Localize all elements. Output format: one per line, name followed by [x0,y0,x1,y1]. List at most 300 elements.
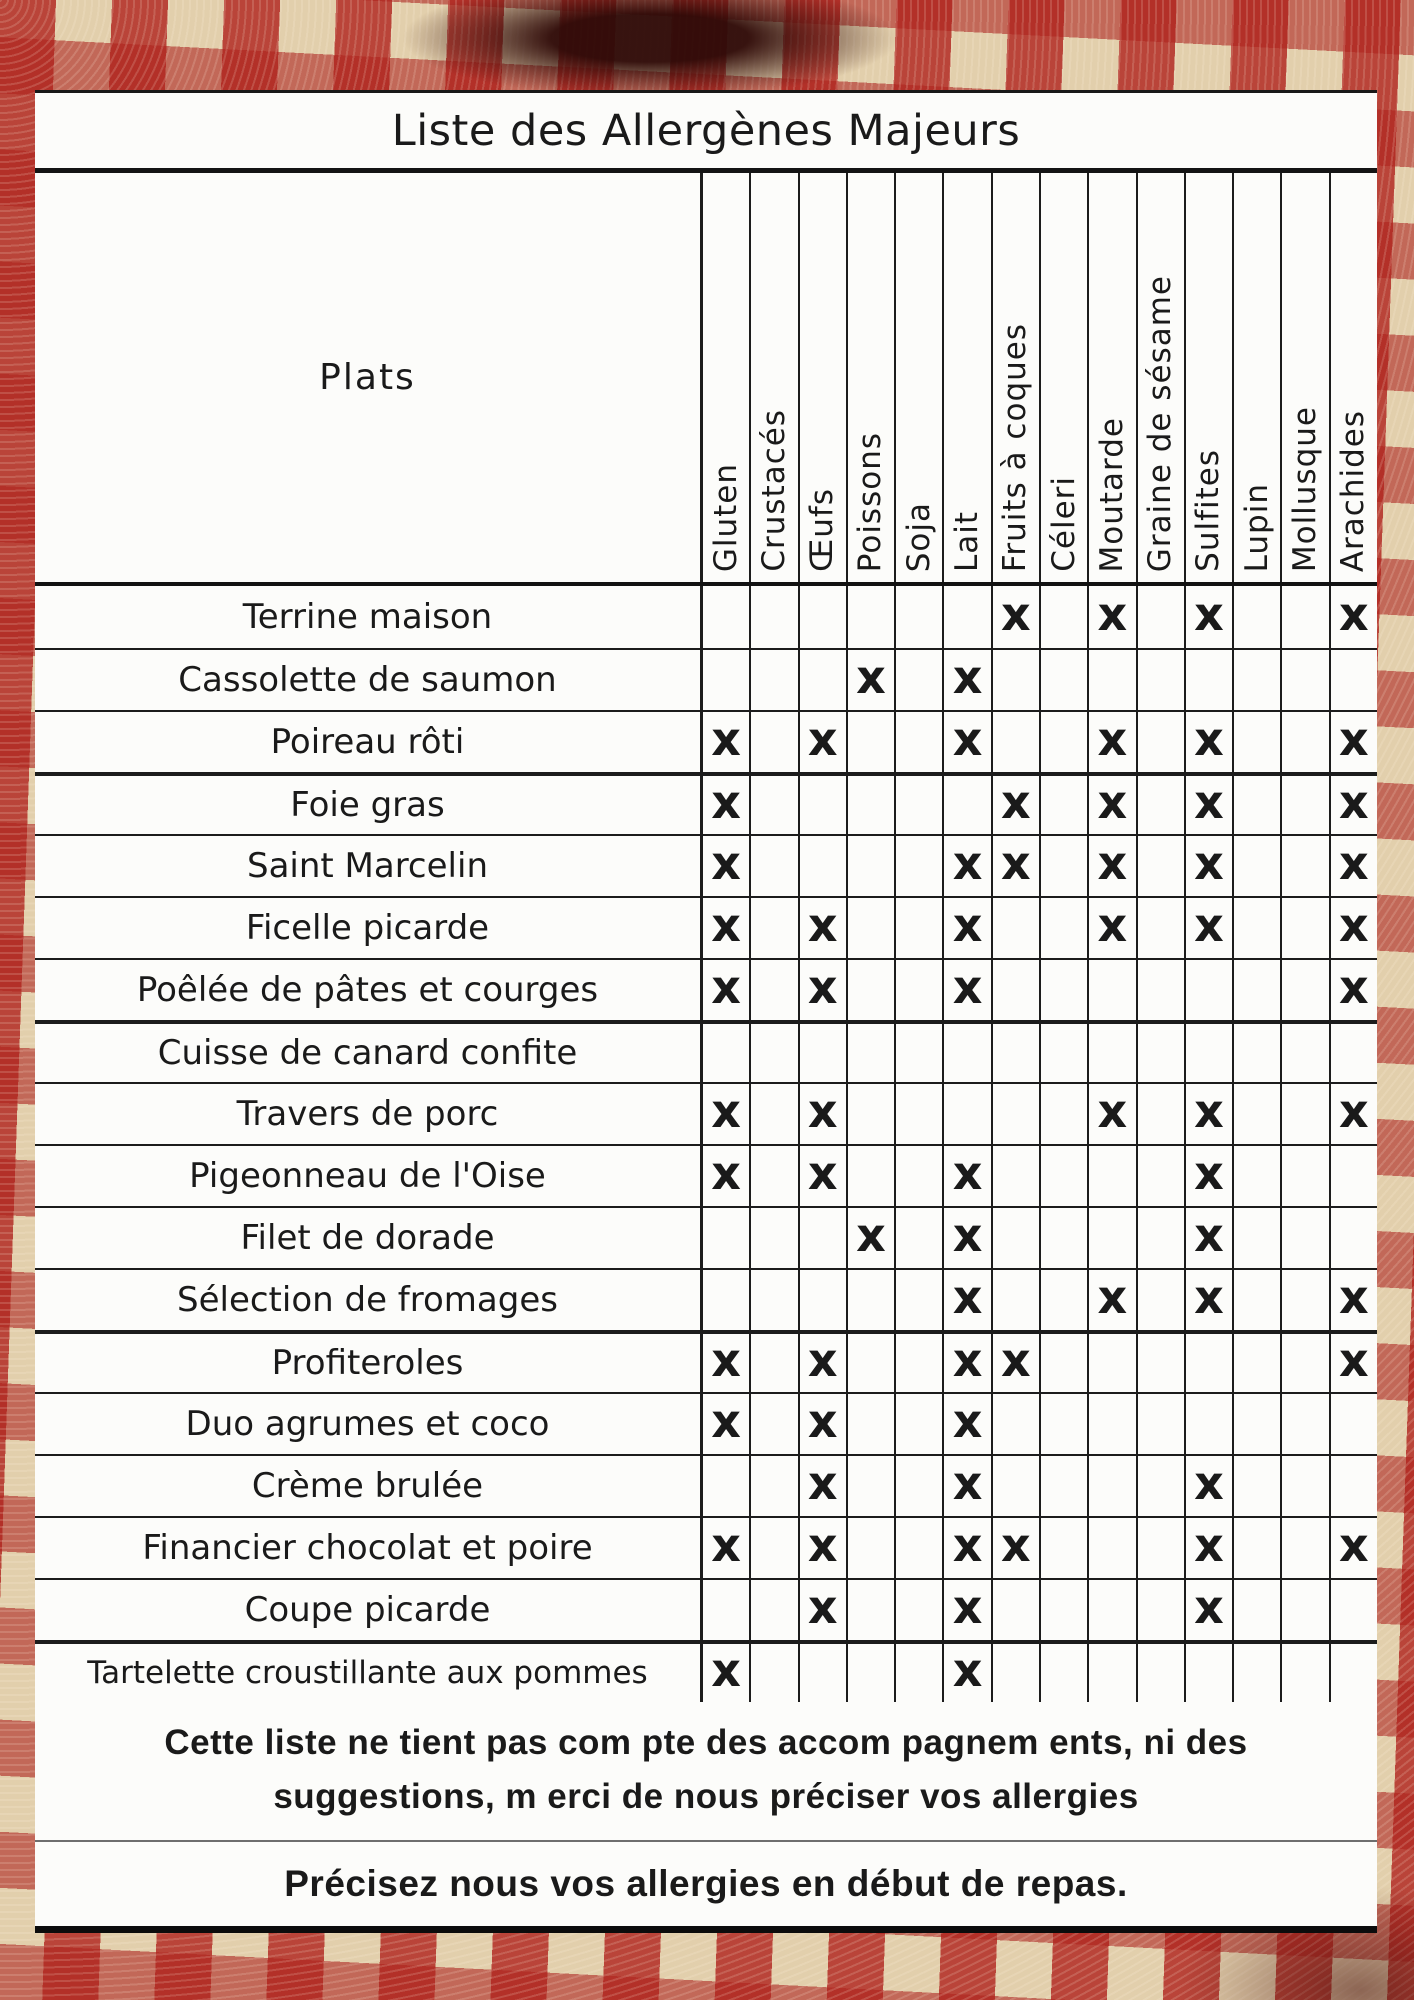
allergen-mark-cell [1232,1084,1280,1144]
allergen-mark-cell [846,898,894,958]
column-header-14 [1329,173,1377,582]
column-header-label: Graine de sésame [1142,274,1179,572]
allergen-mark-x: x [1338,1518,1369,1572]
table-row [35,1640,1377,1702]
allergen-mark-cell [798,1146,846,1206]
allergen-mark-cell [700,1270,749,1330]
allergen-mark-cell [1232,650,1280,710]
allergen-mark-cell [1280,1270,1328,1330]
table-row [35,1082,1377,1144]
allergen-mark-cell [846,1394,894,1454]
allergen-mark-x: x [952,1270,983,1324]
allergen-mark-cell [749,1270,797,1330]
dish-name-cell: Tartelette croustillante aux pommes [87,1655,648,1691]
column-header-label: Céleri [1045,476,1082,572]
column-header-label: Fruits à coques [997,322,1034,572]
allergen-mark-cell [1232,712,1280,772]
allergen-mark-cell [1087,1024,1135,1082]
allergen-mark-cell [1232,586,1280,648]
allergen-mark-cell [798,1334,846,1392]
column-header-label: Soja [900,501,937,572]
allergen-mark-cell [846,1024,894,1082]
footnote-primary [35,1702,1377,1840]
allergen-mark-cell [749,1146,797,1206]
allergen-mark-cell [700,712,749,772]
allergen-mark-cell [846,776,894,834]
allergen-mark-x: x [711,960,741,1014]
allergen-mark-cell [942,1580,990,1640]
allergen-mark-cell [942,1334,990,1392]
footnote-primary-line2: suggestions, m erci de nous préciser vos allergies [273,1777,1139,1817]
allergen-mark-cell [942,650,990,710]
allergen-mark-cell [991,586,1039,648]
allergen-mark-cell [942,1024,990,1082]
allergen-mark-cell [749,1456,797,1516]
allergen-mark-cell [798,712,846,772]
column-header-label: Gluten [707,462,744,572]
allergen-mark-cell [1136,1270,1184,1330]
allergen-mark-cell [1232,1146,1280,1206]
allergen-mark-cell [798,1208,846,1268]
allergen-mark-cell [942,1394,990,1454]
allergen-mark-cell [991,836,1039,896]
allergen-mark-x: x [1338,712,1369,766]
allergen-mark-cell [991,1394,1039,1454]
column-header-7 [991,173,1039,582]
plats-column-header: Plats [319,357,416,398]
allergen-mark-cell [1184,1084,1232,1144]
allergen-mark-cell [894,776,942,834]
allergen-mark-cell [1280,650,1328,710]
allergen-mark-cell [749,1580,797,1640]
allergen-mark-x: x [1338,1270,1369,1324]
dish-name-cell: Cuisse de canard confite [157,1033,578,1073]
allergen-mark-cell [1329,586,1377,648]
allergen-mark-cell [846,586,894,648]
allergen-mark-cell [1329,898,1377,958]
allergen-mark-cell [942,1644,990,1702]
allergen-mark-cell [1329,776,1377,834]
allergen-mark-cell [1329,712,1377,772]
allergen-mark-cell [894,1270,942,1330]
allergen-mark-cell [1280,1456,1328,1516]
allergen-mark-cell [700,650,749,710]
allergen-mark-cell [749,712,797,772]
allergen-mark-cell [1039,1644,1087,1702]
allergen-mark-cell [1329,1456,1377,1516]
allergen-mark-cell [1280,1518,1328,1578]
allergen-mark-cell [798,960,846,1020]
column-header-label: Lupin [1238,482,1275,572]
allergen-mark-cell [1184,1518,1232,1578]
allergen-mark-cell [894,650,942,710]
allergen-mark-x: x [856,1208,886,1262]
allergen-mark-cell [749,650,797,710]
allergen-mark-cell [1136,712,1184,772]
allergen-mark-cell [846,1146,894,1206]
allergen-mark-cell [1184,650,1232,710]
allergen-mark-cell [991,1580,1039,1640]
allergen-mark-x: x [1194,836,1224,890]
allergen-mark-x: x [1194,587,1224,641]
allergen-mark-x: x [807,1580,838,1634]
allergen-mark-cell [1329,650,1377,710]
allergen-mark-x: x [807,1456,838,1510]
allergen-mark-cell [846,650,894,710]
allergen-mark-x: x [952,836,983,890]
allergen-mark-cell [1039,836,1087,896]
column-header-label: Moutarde [1093,416,1130,572]
allergen-mark-cell [749,960,797,1020]
allergen-mark-cell [798,836,846,896]
allergen-mark-cell [1136,650,1184,710]
allergen-mark-cell [1087,960,1135,1020]
allergen-mark-cell [1136,1084,1184,1144]
column-header-10 [1136,173,1184,582]
allergen-mark-cell [991,712,1039,772]
allergen-mark-cell [894,1580,942,1640]
column-header-11 [1184,173,1232,582]
allergen-mark-cell [1039,1518,1087,1578]
allergen-mark-cell [894,1456,942,1516]
allergen-mark-x: x [807,1084,838,1138]
table-row [35,896,1377,958]
dish-name-cell: Financier chocolat et poire [142,1528,593,1568]
column-header-2 [749,173,797,582]
allergen-mark-cell [749,1084,797,1144]
allergen-mark-cell [749,898,797,958]
allergen-mark-x: x [1000,587,1031,641]
allergen-mark-cell [1039,586,1087,648]
allergen-mark-cell [991,960,1039,1020]
allergen-mark-cell [1087,898,1135,958]
column-header-9 [1087,173,1135,582]
allergen-mark-cell [1280,836,1328,896]
allergen-mark-cell [1280,1580,1328,1640]
allergen-mark-cell [700,1394,749,1454]
allergen-mark-cell [1329,1580,1377,1640]
allergen-mark-cell [1329,1208,1377,1268]
column-header-label: Œufs [804,488,841,572]
allergen-mark-cell [846,1084,894,1144]
allergen-mark-cell [798,650,846,710]
dish-name-cell: Cassolette de saumon [178,660,557,700]
allergen-mark-cell [700,1024,749,1082]
allergen-mark-cell [1087,1334,1135,1392]
allergen-mark-cell [1184,836,1232,896]
allergen-mark-cell [1329,1270,1377,1330]
allergen-mark-cell [942,1518,990,1578]
allergen-mark-x: x [952,960,983,1014]
allergen-mark-cell [798,1024,846,1082]
table-row [35,1268,1377,1330]
table-row [35,1206,1377,1268]
allergen-mark-cell [894,712,942,772]
allergen-mark-cell [749,1024,797,1082]
allergen-mark-cell [846,1518,894,1578]
column-header-label: Mollusque [1287,405,1324,572]
allergen-mark-cell [991,1146,1039,1206]
allergen-mark-x: x [1097,587,1128,641]
allergen-mark-cell [1280,776,1328,834]
table-row [35,1516,1377,1578]
allergen-mark-cell [1136,1334,1184,1392]
dish-name-cell: Travers de porc [236,1094,499,1134]
allergen-mark-cell [1329,1146,1377,1206]
allergen-mark-cell [1280,1394,1328,1454]
allergen-mark-x: x [711,898,741,952]
allergen-mark-cell [846,712,894,772]
allergen-mark-cell [1136,1580,1184,1640]
allergen-mark-cell [1280,712,1328,772]
allergen-mark-x: x [711,836,741,890]
allergen-mark-cell [991,1456,1039,1516]
allergen-mark-x: x [1194,898,1224,952]
allergen-mark-cell [1184,1394,1232,1454]
allergen-mark-x: x [952,1208,983,1262]
allergen-mark-cell [1280,960,1328,1020]
allergen-mark-cell [942,776,990,834]
allergen-mark-cell [942,1270,990,1330]
allergen-mark-cell [1184,1270,1232,1330]
column-header-12 [1232,173,1280,582]
allergen-mark-cell [1087,1146,1135,1206]
dish-name-cell: Ficelle picarde [245,908,490,948]
allergen-mark-cell [1184,776,1232,834]
dish-name-cell: Terrine maison [242,597,493,637]
allergen-mark-cell [846,1334,894,1392]
allergen-mark-cell [846,960,894,1020]
allergen-mark-cell [1280,1644,1328,1702]
allergen-mark-cell [700,1644,749,1702]
footnote-secondary: Précisez nous vos allergies en début de repas. [35,1840,1377,1926]
allergen-mark-cell [846,1580,894,1640]
allergen-mark-cell [942,898,990,958]
allergen-mark-x: x [1338,960,1369,1014]
allergen-mark-cell [749,1334,797,1392]
allergen-mark-x: x [952,1333,983,1387]
allergen-mark-cell [700,898,749,958]
allergen-mark-cell [1039,776,1087,834]
allergen-mark-cell [1280,1208,1328,1268]
allergen-mark-x: x [1194,1580,1224,1634]
allergen-mark-x: x [1194,712,1224,766]
allergen-mark-cell [1039,1456,1087,1516]
allergen-mark-cell [749,586,797,648]
allergen-mark-x: x [952,1643,983,1697]
table-row [35,648,1377,710]
allergen-mark-cell [991,776,1039,834]
allergen-mark-cell [749,1394,797,1454]
allergen-mark-cell [846,1270,894,1330]
allergen-mark-x: x [1194,1084,1224,1138]
allergen-mark-cell [1280,586,1328,648]
allergen-mark-x: x [711,712,741,766]
table-row [35,1330,1377,1392]
allergen-mark-x: x [952,898,983,952]
allergen-mark-cell [749,776,797,834]
column-header-6 [942,173,990,582]
allergen-mark-cell [942,712,990,772]
allergen-mark-cell [1136,1146,1184,1206]
allergen-mark-cell [894,1024,942,1082]
allergen-mark-cell [1039,1270,1087,1330]
column-header-label: Arachides [1335,409,1372,572]
allergen-mark-x: x [856,650,886,704]
dish-name-cell: Foie gras [290,785,445,825]
allergen-mark-x: x [711,1518,741,1572]
allergen-mark-cell [1136,898,1184,958]
allergen-mark-cell [1184,1334,1232,1392]
allergen-mark-cell [798,1644,846,1702]
allergen-mark-x: x [1338,1333,1369,1387]
footnote-primary-line1: Cette liste ne tient pas com pte des accom pagnem ents, ni des [164,1723,1248,1762]
allergen-mark-cell [894,1208,942,1268]
allergen-mark-x: x [807,712,838,766]
allergen-mark-cell [798,1456,846,1516]
allergen-mark-cell [1136,960,1184,1020]
allergen-mark-x: x [711,1084,741,1138]
allergen-mark-cell [894,1644,942,1702]
allergen-mark-cell [991,1334,1039,1392]
allergen-mark-cell [942,836,990,896]
allergen-mark-cell [798,1270,846,1330]
allergen-mark-cell [942,586,990,648]
allergen-mark-x: x [1338,1084,1369,1138]
allergen-mark-cell [1136,586,1184,648]
allergen-mark-cell [1087,1644,1135,1702]
allergen-mark-cell [894,1084,942,1144]
allergen-mark-cell [1136,776,1184,834]
dish-name-cell: Sélection de fromages [177,1280,558,1320]
dish-name-cell: Saint Marcelin [246,846,488,886]
allergen-mark-cell [1232,898,1280,958]
dish-name-cell: Crème brulée [251,1466,484,1506]
dish-name-cell: Coupe picarde [244,1590,491,1630]
allergen-mark-cell [798,1084,846,1144]
dish-name-cell: Duo agrumes et coco [185,1404,550,1444]
allergen-mark-cell [1280,1084,1328,1144]
allergen-mark-cell [1184,898,1232,958]
allergen-mark-x: x [1000,775,1031,829]
allergen-mark-cell [991,1644,1039,1702]
column-header-label: Sulfites [1190,449,1227,572]
allergen-mark-x: x [1338,775,1369,829]
allergen-mark-cell [700,1208,749,1268]
allergen-mark-cell [700,586,749,648]
allergen-mark-cell [1136,1208,1184,1268]
allergen-mark-x: x [952,1394,983,1448]
allergen-mark-cell [1087,776,1135,834]
allergen-mark-cell [1087,1084,1135,1144]
dish-name-cell: Profiteroles [271,1343,464,1383]
allergen-mark-x: x [807,1518,838,1572]
allergen-mark-cell [1087,1270,1135,1330]
allergen-mark-cell [942,1084,990,1144]
allergen-mark-cell [991,1270,1039,1330]
allergen-mark-x: x [1194,1146,1224,1200]
allergen-mark-x: x [1097,1084,1128,1138]
allergen-mark-cell [798,776,846,834]
allergen-mark-cell [894,836,942,896]
allergen-mark-x: x [952,1580,983,1634]
column-header-8 [1039,173,1087,582]
allergen-mark-cell [894,1518,942,1578]
allergen-mark-cell [798,1580,846,1640]
allergen-mark-cell [991,1518,1039,1578]
allergen-mark-x: x [1194,1518,1224,1572]
table-row [35,834,1377,896]
allergen-mark-cell [798,1518,846,1578]
allergen-mark-cell [1280,898,1328,958]
allergen-mark-x: x [1097,712,1128,766]
allergen-mark-cell [1232,776,1280,834]
allergen-mark-x: x [1194,1456,1224,1510]
allergen-mark-cell [1232,836,1280,896]
allergen-mark-x: x [1097,1270,1128,1324]
allergen-mark-cell [1329,1334,1377,1392]
allergen-mark-cell [1232,960,1280,1020]
column-header-label: Lait [949,510,986,572]
table-row [35,710,1377,772]
allergen-mark-cell [894,1146,942,1206]
allergen-mark-cell [894,1334,942,1392]
table-row [35,1144,1377,1206]
allergen-mark-cell [1280,1024,1328,1082]
allergen-mark-cell [1232,1518,1280,1578]
allergen-mark-x: x [1194,1208,1224,1262]
column-header-4 [846,173,894,582]
allergen-mark-cell [1184,1208,1232,1268]
allergen-mark-cell [894,898,942,958]
allergen-mark-cell [942,1146,990,1206]
allergen-mark-cell [1184,1580,1232,1640]
allergen-mark-cell [942,1456,990,1516]
allergen-mark-cell [1039,1146,1087,1206]
allergen-mark-x: x [952,712,983,766]
allergen-mark-cell [1136,1456,1184,1516]
allergen-mark-cell [1087,712,1135,772]
table-row [35,1020,1377,1082]
allergen-mark-x: x [1000,1333,1031,1387]
allergen-mark-cell [846,836,894,896]
allergen-mark-cell [798,1394,846,1454]
allergen-mark-x: x [711,775,741,829]
allergen-mark-x: x [807,1146,838,1200]
table-row [35,772,1377,834]
allergen-mark-cell [1087,1580,1135,1640]
allergen-mark-cell [700,1456,749,1516]
allergen-mark-cell [1232,1208,1280,1268]
table-header-row [35,173,1377,586]
allergen-mark-cell [1232,1024,1280,1082]
allergen-mark-cell [700,836,749,896]
page-title: Liste des Allergènes Majeurs [35,93,1377,173]
allergen-mark-cell [1232,1580,1280,1640]
column-header-3 [798,173,846,582]
allergen-mark-x: x [711,1333,741,1387]
allergen-mark-cell [1329,960,1377,1020]
allergen-mark-cell [1136,1024,1184,1082]
allergen-mark-x: x [952,650,983,704]
dish-name-cell: Pigeonneau de l'Oise [189,1156,546,1196]
column-header-5 [894,173,942,582]
allergen-mark-cell [991,898,1039,958]
allergen-mark-cell [1232,1644,1280,1702]
allergen-mark-x: x [807,1333,838,1387]
allergen-mark-cell [700,1580,749,1640]
allergen-mark-cell [846,1208,894,1268]
